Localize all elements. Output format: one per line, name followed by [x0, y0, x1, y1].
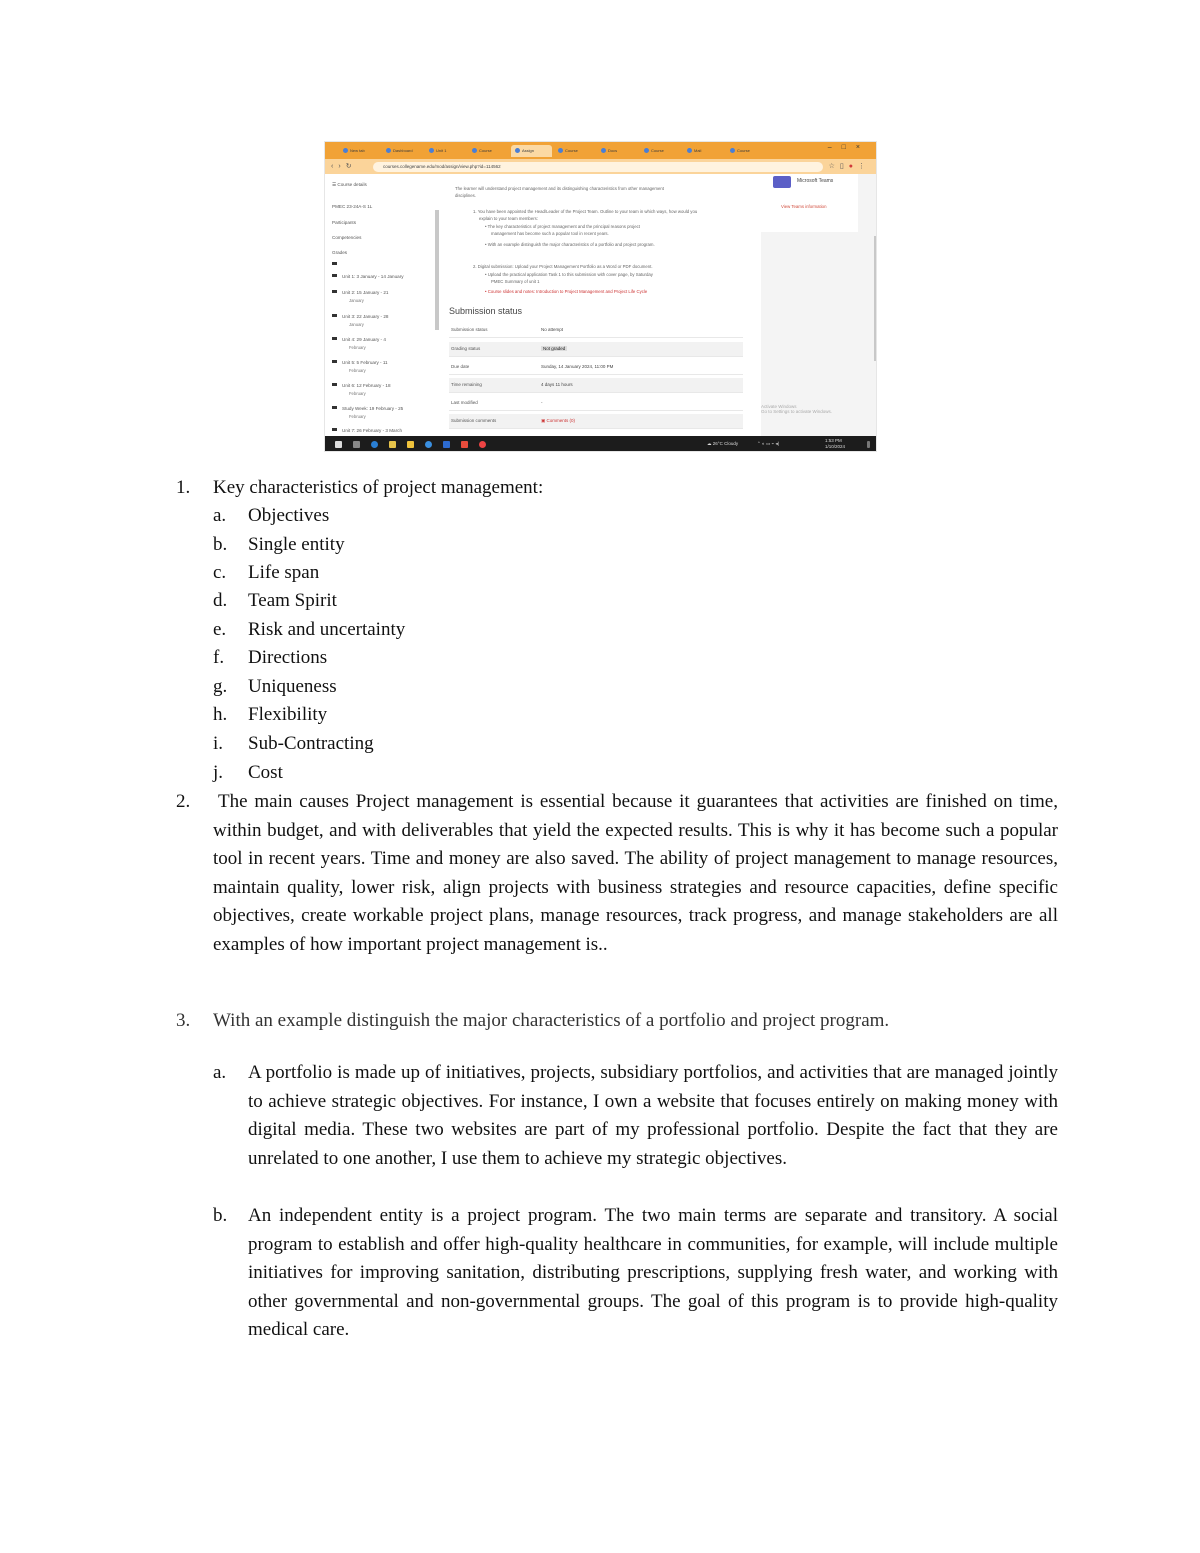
- back-icon[interactable]: ‹: [331, 163, 339, 170]
- sublist-marker: e.: [213, 619, 227, 640]
- right-panel: [761, 174, 877, 436]
- list-item: Life span: [248, 562, 320, 583]
- intro-text: The learner will understand project management and its distinguishing characteristics from other management: [455, 186, 664, 191]
- sidebar-item[interactable]: Competencies: [332, 235, 362, 240]
- office-icon[interactable]: [461, 441, 468, 448]
- folder-icon: [332, 290, 337, 293]
- tab-favicon-icon: [472, 148, 477, 153]
- status-row: Due date Sunday, 14 January 2024, 11:00 PM: [449, 360, 743, 375]
- sidebar-scrollbar[interactable]: [435, 210, 439, 330]
- sidebar-unit[interactable]: Unit 2: 15 January - 21: [332, 290, 388, 295]
- teams-label: Microsoft Teams: [797, 178, 834, 184]
- minimize-icon[interactable]: –: [827, 144, 842, 151]
- list-item: Flexibility: [248, 704, 328, 725]
- folder-icon[interactable]: [407, 441, 414, 448]
- sidebar-unit[interactable]: Unit 6: 12 February - 18: [332, 383, 391, 388]
- menu-icon: ☰: [332, 182, 338, 187]
- browser-tab-active[interactable]: Assign: [511, 145, 552, 157]
- list-item: Uniqueness: [248, 676, 337, 697]
- course-sidebar: [325, 174, 439, 436]
- list-number: 2.: [176, 791, 191, 812]
- sublist-marker: c.: [213, 562, 227, 583]
- tab-favicon-icon: [644, 148, 649, 153]
- question-bullet: • With an example distinguish the major characteristics of a portfolio and project program.: [485, 242, 655, 247]
- url-input[interactable]: courses.collegename.edu/mod/assign/view.php?id=114562: [373, 162, 823, 172]
- list-number: 1.: [176, 477, 191, 498]
- task-text: PMEC Summary of unit 1: [491, 279, 540, 284]
- question-text: explain to your team members:: [479, 216, 538, 221]
- browser-tab[interactable]: Dashboard: [382, 145, 423, 157]
- teams-logo-icon: [773, 176, 791, 188]
- sublist-marker: g.: [213, 676, 228, 697]
- browser-tab[interactable]: New tab: [339, 145, 380, 157]
- folder-icon: [332, 274, 337, 277]
- tab-favicon-icon: [429, 148, 434, 153]
- star-icon[interactable]: ☆: [828, 163, 840, 170]
- sublist-marker: j.: [213, 762, 224, 783]
- list-item: Team Spirit: [248, 590, 337, 611]
- browser-tab[interactable]: Course: [554, 145, 595, 157]
- sublist-marker: a.: [213, 1062, 227, 1083]
- comment-icon: ▣: [541, 418, 547, 423]
- folder-icon: [332, 262, 342, 267]
- sidebar-unit[interactable]: Unit 4: 29 January - 4: [332, 337, 386, 342]
- reload-icon[interactable]: ↻: [345, 163, 357, 170]
- tab-favicon-icon: [343, 148, 348, 153]
- paragraph: The main causes Project management is essential because it guarantees that activities are finished on time, within budget, and with deliverables that yield the expected results. This is why it has become such a popular tool in recent years. Time and money are also saved. The ability of project management to manage resources, maintain quality, lower risk, align projects with business strategies and resource capacities, define specific objectives, create workable project plans, manage resources, track progress, and manage stakeholders are all examples of how important project management is..: [213, 791, 1058, 955]
- list-heading: Key characteristics of project management:: [213, 477, 544, 498]
- activate-windows-watermark: Activate Windows Go to Settings to activate Windows.: [761, 404, 833, 414]
- app-icon[interactable]: [425, 441, 432, 448]
- status-row[interactable]: Submission comments ▣ Comments (0): [449, 414, 743, 429]
- sublist-marker: b.: [213, 1205, 228, 1226]
- list-item: Objectives: [248, 505, 330, 526]
- browser-tab[interactable]: Course: [726, 145, 767, 157]
- close-icon[interactable]: ×: [855, 144, 870, 151]
- show-desktop-button[interactable]: [867, 441, 870, 448]
- teams-link[interactable]: View Teams information: [781, 204, 827, 209]
- window-controls[interactable]: [828, 144, 870, 151]
- folder-icon: [332, 428, 337, 431]
- sidebar-unit-sub: February: [349, 345, 366, 350]
- forward-icon[interactable]: ›: [338, 163, 346, 170]
- task-text: 2. Digital submission: Upload your Project Management Portfolio as a Word or PDF document.: [473, 264, 653, 269]
- page-scrollbar[interactable]: [874, 236, 877, 361]
- status-row: Time remaining 4 days 11 hours: [449, 378, 743, 393]
- status-row: Submission status No attempt: [449, 323, 743, 338]
- maximize-icon[interactable]: □: [841, 144, 856, 151]
- browser-tab-bar: [325, 142, 876, 159]
- question-text: 1. You have been appointed the Head/Leader of the Project Team. Outline to your team in which ways, how would you: [473, 209, 698, 214]
- tab-favicon-icon: [687, 148, 692, 153]
- weather-widget[interactable]: ☁ 26°C Cloudy: [707, 441, 739, 446]
- question-bullet: • The key characteristics of project management and the principal reasons project: [485, 224, 640, 229]
- list-item: Directions: [248, 647, 328, 668]
- sublist-marker: d.: [213, 590, 228, 611]
- chrome-icon[interactable]: [479, 441, 486, 448]
- list-item: Cost: [248, 762, 283, 783]
- profile-icon[interactable]: ●: [848, 163, 858, 170]
- sidebar-unit[interactable]: Unit 3: 22 January - 28: [332, 314, 388, 319]
- toolbar-icons: [829, 162, 870, 170]
- explorer-icon[interactable]: [389, 441, 396, 448]
- sidebar-item[interactable]: Participants: [332, 220, 357, 225]
- menu-icon[interactable]: ⋮: [858, 163, 870, 170]
- store-icon[interactable]: [443, 441, 450, 448]
- sidebar-item[interactable]: PMEC 23-24A-S 1L: [332, 204, 373, 209]
- list-number: 3.: [176, 1010, 191, 1031]
- status-row: Grading status Not graded: [449, 342, 743, 357]
- folder-icon: [332, 360, 337, 363]
- list-item: Single entity: [248, 534, 345, 555]
- sidebar-unit-sub: January: [349, 298, 364, 303]
- course-link[interactable]: • Course slides and notes: Introduction to Project Management and Project Life Cycle: [485, 289, 648, 294]
- sidebar-unit[interactable]: Study Week: 19 February - 25: [332, 406, 403, 411]
- folder-icon: [332, 406, 337, 409]
- browser-tab[interactable]: Unit 1: [425, 145, 466, 157]
- sidebar-title[interactable]: ☰ Course details: [332, 182, 367, 187]
- sublist-marker: a.: [213, 505, 227, 526]
- browser-tab[interactable]: Course: [640, 145, 681, 157]
- submission-status-title: Submission status: [449, 306, 523, 316]
- paragraph: A portfolio is made up of initiatives, projects, subsidiary portfolios, and activities that are managed jointly to achieve strategic objectives. For instance, I own a website that focuses entirely on making money with digital media. These two websites are part of my professional portfolio. Despite the fact that they are unrelated to one another, I use them to achieve my strategic objectives.: [248, 1062, 1058, 1169]
- assignment-main: [445, 182, 745, 434]
- sublist-marker: f.: [213, 647, 225, 668]
- sidebar-unit[interactable]: Unit 1: 3 January - 14 January: [332, 274, 404, 279]
- cloud-icon: ☁: [707, 441, 713, 446]
- sidebar-item[interactable]: Grades: [332, 250, 348, 255]
- list-heading: With an example distinguish the major characteristics of a portfolio and project program.: [213, 1010, 890, 1031]
- sidepanel-icon[interactable]: ▯: [839, 163, 849, 170]
- sidebar-unit-sub: February: [349, 414, 366, 419]
- browser-tab[interactable]: Docs: [597, 145, 638, 157]
- paragraph: An independent entity is a project program. The two main terms are separate and transitory. A social program to establish and offer high-quality healthcare in communities, for example, will include multiple initiatives for improving sanitation, distributing prescriptions, supplying fresh water, and working with other governmental and non-governmental groups. The goal of this program is to provide high-quality medical care.: [248, 1205, 1058, 1340]
- sidebar-unit-sub: February: [349, 391, 366, 396]
- sidebar-unit[interactable]: Unit 7: 26 February - 3 March: [332, 428, 402, 433]
- embedded-screenshot: [324, 141, 877, 452]
- address-bar-row: [325, 159, 876, 174]
- sidebar-unit[interactable]: Unit 5: 5 February - 11: [332, 360, 388, 365]
- tab-favicon-icon: [730, 148, 735, 153]
- tab-favicon-icon: [601, 148, 606, 153]
- status-row: Last modified -: [449, 396, 743, 411]
- folder-icon: [332, 383, 337, 386]
- edge-icon[interactable]: [371, 441, 378, 448]
- folder-icon: [332, 337, 337, 340]
- browser-tab[interactable]: Mail: [683, 145, 724, 157]
- sidebar-unit-sub: February: [349, 368, 366, 373]
- folder-icon: [332, 314, 337, 317]
- clock[interactable]: 1:53 PM 1/10/2024: [825, 438, 846, 449]
- tray-icons[interactable]: ⌃ ◐ ▭ ⌁ ◂): [757, 441, 780, 446]
- intro-text: disciplines.: [455, 193, 477, 198]
- task-view-icon[interactable]: [353, 441, 360, 448]
- sidebar-unit-sub: January: [349, 322, 364, 327]
- tab-favicon-icon: [558, 148, 563, 153]
- tab-favicon-icon: [386, 148, 391, 153]
- question-bullet: management has become such a popular tool in recent years.: [491, 231, 609, 236]
- task-text: • Upload the practical application Task 1 to this submission with cover page, by Saturday: [485, 272, 653, 277]
- windows-taskbar: [325, 436, 876, 452]
- tab-favicon-icon: [515, 148, 520, 153]
- sublist-marker: b.: [213, 534, 228, 555]
- teams-card: [761, 174, 858, 232]
- nav-buttons: [331, 162, 357, 170]
- list-item: Risk and uncertainty: [248, 619, 406, 640]
- list-item: Sub-Contracting: [248, 733, 374, 754]
- browser-tab[interactable]: Course: [468, 145, 509, 157]
- sublist-marker: h.: [213, 704, 228, 725]
- sublist-marker: i.: [213, 733, 224, 754]
- start-icon[interactable]: [335, 441, 342, 448]
